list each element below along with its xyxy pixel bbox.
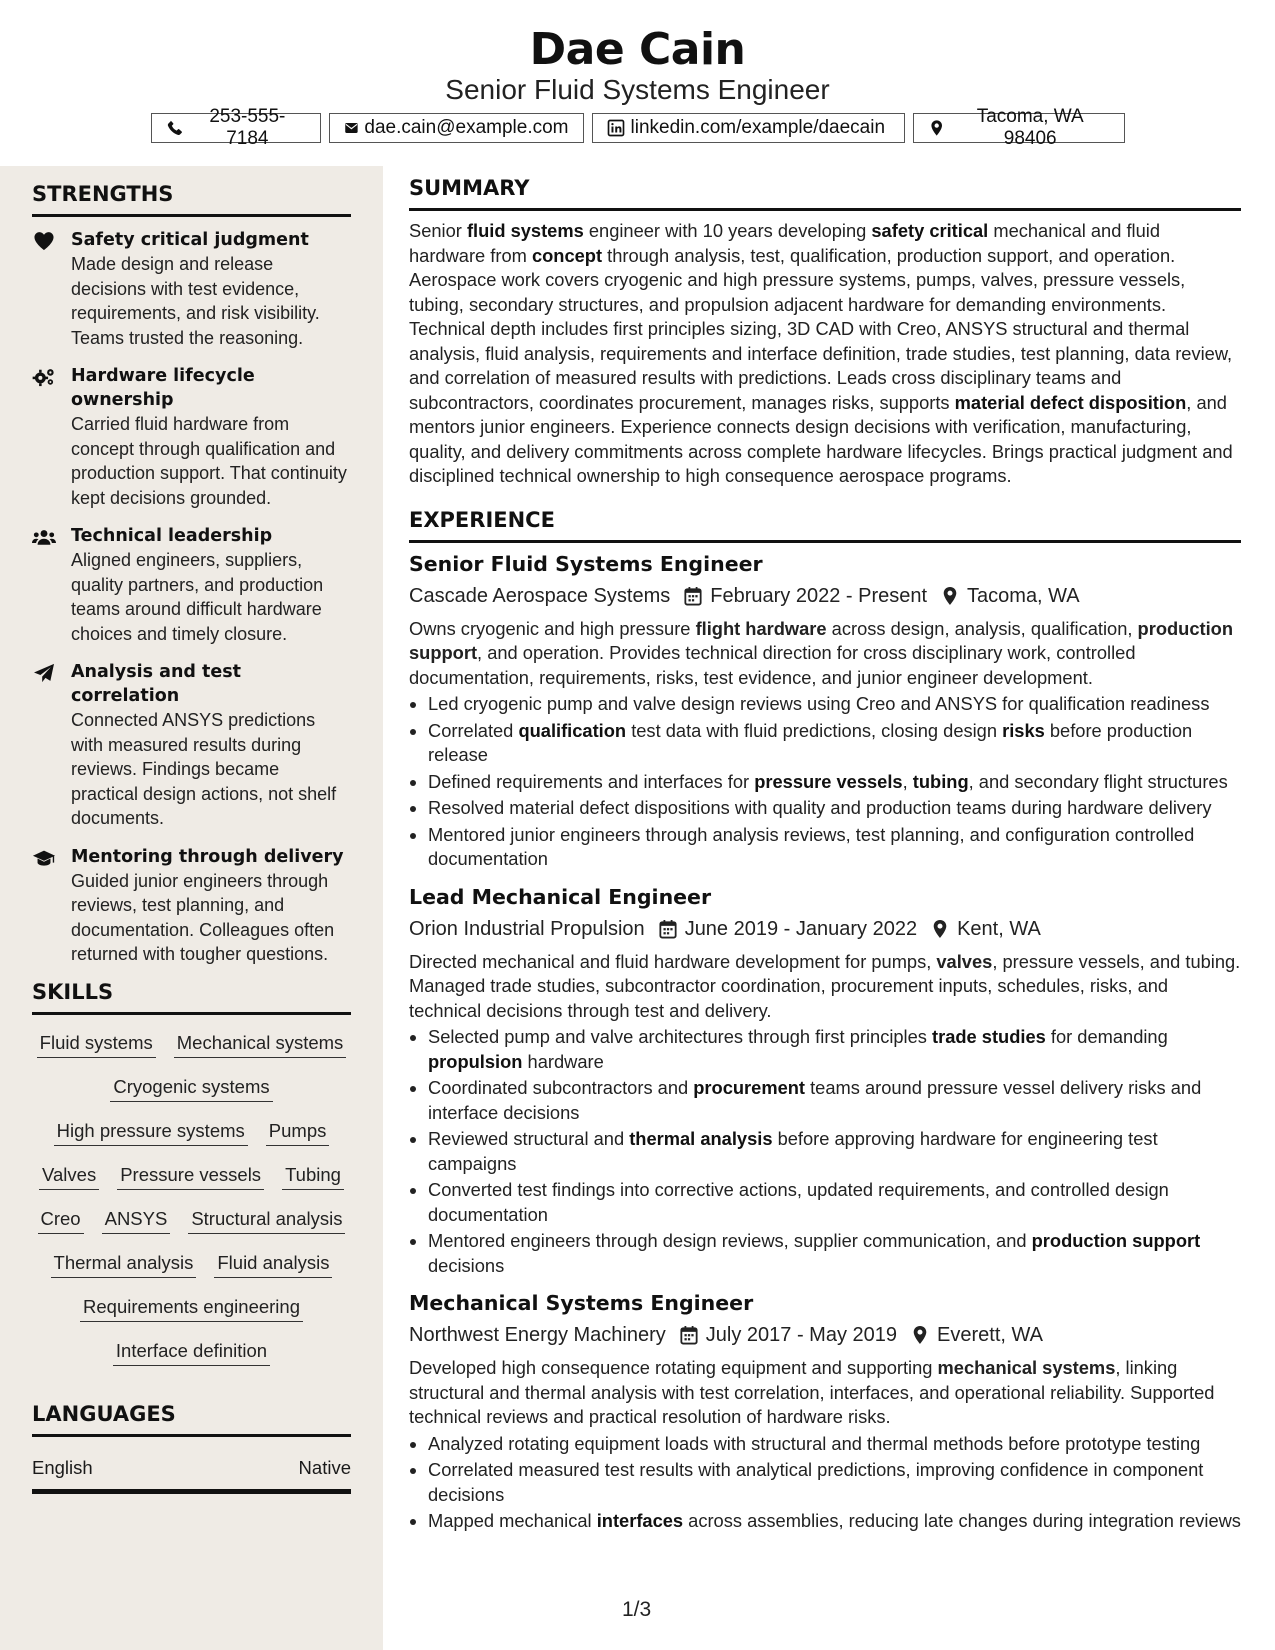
contact-location-text: Tacoma, WA 98406 [976,106,1084,149]
bullet-text: Reviewed structural and [428,1128,630,1149]
desc-segment: across design, analysis, qualification, [826,617,1138,639]
job-location: Kent, WA [957,917,1041,940]
desc-segment: , and operation. Provides technical direction for cross disciplinary work, controlled documentation, requirements, risks, test evidence, and junior engineer development. [409,642,1136,688]
strength-desc: Connected ANSYS predictions with measured results during reviews. Findings became practical design actions, not shelf documents. [71,710,337,828]
desc-segment: , linking structural and thermal analysis with test correlation, interfaces, and operational reliability. Supported technical reviews and practical resolution of hardware risks. [409,1357,1215,1427]
bullet-text: Mapped mechanical [428,1510,597,1531]
job-bullets [409,1432,1241,1534]
envelope-icon [344,119,359,137]
map-pin-icon [928,119,945,137]
bullet-text: decisions [428,1254,505,1276]
bullet-text: Defined requirements and interfaces for [428,770,755,792]
bullet-text: teams around pressure vessel delivery risks and interface decisions [428,1077,1202,1123]
job-entry [409,549,1241,872]
job-dates: February 2022 - Present [710,584,928,607]
bullet-item [428,1178,1241,1227]
bullet-text: for demanding [1045,1026,1168,1047]
map-pin-icon [941,586,959,606]
desc-segment: Developed high consequence rotating equipment and supporting [409,1357,938,1378]
users-icon [32,527,56,547]
bullet-text: before approving hardware for engineering test campaigns [428,1128,1158,1174]
bullet-bold: trade studies [932,1026,1046,1047]
bullet-item [428,823,1241,872]
job-company: Northwest Energy Machinery [409,1324,666,1346]
skill-tag: High pressure systems [54,1119,248,1146]
desc-segment: , pressure vessels, and tubing. Managed trade studies, subcontractor coordination, procurement inputs, schedules, risks, and technical decisions through test and delivery. [409,950,1241,1021]
candidate-name: Dae Cain [529,24,746,75]
bullet-text: test data with fluid predictions, closing design [626,719,1003,741]
bullet-text: Correlated [428,719,519,741]
bullet-item [428,1127,1241,1176]
strength-item [32,228,351,350]
job-bullets [409,692,1241,872]
bullet-item [428,796,1241,821]
bullet-bold: pressure vessels [754,770,903,792]
paper-plane-icon [32,663,56,683]
summary-heading: SUMMARY [409,176,1241,211]
bullet-text: Mentored junior engineers through analysis reviews, test planning, and configuration controlled documentation [428,823,1195,869]
bullet-text: before production release [428,719,1193,765]
graduation-cap-icon [32,848,56,868]
desc-segment: Directed mechanical and fluid hardware development for pumps, [409,950,937,972]
summary-bold: material defect disposition [954,391,1187,413]
strength-title: Analysis and test correlation [71,662,242,706]
skills-section [32,980,351,1366]
bullet-text: Correlated measured test results with analytical predictions, improving confidence in component decisions [428,1459,1204,1505]
skill-tag: Mechanical systems [174,1031,347,1058]
summary-text [409,219,1241,489]
strength-title: Mentoring through delivery [71,846,344,867]
bullet-item [428,1509,1241,1534]
main-content [409,176,1241,1534]
job-description [409,1356,1241,1430]
job-title: Lead Mechanical Engineer [409,884,712,909]
job-entry [409,882,1241,1279]
strengths-heading: STRENGTHS [32,182,351,217]
calendar-icon [680,1325,698,1345]
job-dates: July 2017 - May 2019 [705,1324,898,1346]
bullet-item [428,692,1241,717]
desc-bold: production support [409,617,1233,663]
bullet-item [428,1458,1241,1507]
skill-tag: Creo [38,1207,84,1234]
job-dates: June 2019 - January 2022 [684,917,918,940]
bullet-bold: thermal analysis [629,1128,773,1149]
heart-icon [32,231,56,251]
strength-desc: Made design and release decisions with test evidence, requirements, and risk visibility. Teams trusted the reasoning. [71,254,320,348]
strength-desc: Carried fluid hardware from concept through qualification and production support. That continuity kept decisions grounded. [71,414,347,508]
contact-location [913,106,1125,149]
phone-icon [166,119,184,137]
bullet-item [428,1076,1241,1125]
languages-heading: LANGUAGES [32,1402,351,1437]
bullet-bold: interfaces [596,1510,684,1531]
bullet-bold: qualification [518,719,627,741]
skill-tag: Thermal analysis [51,1251,197,1278]
job-entry [409,1288,1241,1534]
contact-email[interactable] [329,113,584,143]
desc-bold: mechanical systems [937,1357,1116,1378]
summary-bold: safety critical [871,220,989,241]
strength-item [32,364,351,510]
job-meta [409,1319,1241,1351]
bullet-item [428,719,1241,768]
map-pin-icon [931,919,949,939]
skill-tag: Tubing [282,1163,344,1190]
summary-bold: fluid systems [466,220,584,241]
skill-tag: Pressure vessels [117,1163,264,1190]
job-bullets [409,1025,1241,1278]
bullet-text: Resolved material defect dispositions with quality and production teams during hardware delivery [428,797,1212,818]
skill-tag: ANSYS [102,1207,171,1234]
job-location: Tacoma, WA [967,584,1080,607]
contact-linkedin-text: linkedin.com/example/daecain [630,117,886,138]
bullet-item [428,1229,1241,1278]
contact-phone[interactable] [151,106,321,149]
summary-bold: concept [531,244,603,266]
bullet-bold: propulsion [428,1050,523,1072]
contact-phone-text: 253-555-7184 [209,106,286,149]
job-description [409,950,1241,1024]
experience-heading: EXPERIENCE [409,508,1241,543]
candidate-title: Senior Fluid Systems Engineer [445,74,830,105]
job-company: Orion Industrial Propulsion [409,917,645,940]
summary-segment: through analysis, test, qualification, production support, and operation. Aerospace work covers cryogenic and high pressure systems, pumps, valves, pressure vessels, tubing, secondary structures, and propulsion adjacent hardware for demanding environments. Technical depth includes first principles sizing, 3D CAD with Creo, ANSYS structural and thermal analysis, fluid analysis, requirements and interface definition, trade studies, test planning, data review, and correlation of measured results with predictions. Leads cross disciplinary teams and subcontractors, coordinates procurement, manages risks, supports [409,244,1233,413]
bullet-text: Coordinated subcontractors and [428,1077,694,1098]
bullet-text: , and secondary flight structures [968,770,1228,792]
skill-tag: Requirements engineering [80,1295,303,1322]
resume-header [0,0,1275,166]
summary-segment: Senior [409,220,467,241]
skill-tag: Structural analysis [188,1207,345,1234]
strength-item [32,524,351,646]
bullet-bold: risks [1002,719,1045,741]
skill-tag: Fluid systems [37,1031,156,1058]
language-row [32,1457,351,1494]
strength-item [32,660,351,831]
contact-bar [0,106,1275,149]
skill-tag: Valves [39,1163,99,1190]
strength-item [32,845,351,967]
skill-tag: Pumps [266,1119,330,1146]
gears-icon [32,367,56,387]
summary-segment: mechanical and fluid hardware from [409,220,1161,266]
languages-section [32,1402,351,1494]
sidebar [0,166,383,1650]
contact-email-text: dae.cain@example.com [364,117,569,138]
job-company: Cascade Aerospace Systems [409,584,671,607]
bullet-text: across assemblies, reducing late changes during integration reviews [683,1510,1241,1531]
job-meta [409,913,1241,945]
skill-tag: Cryogenic systems [110,1075,272,1102]
summary-segment: engineer with 10 years developing [583,220,872,241]
strength-title: Technical leadership [71,526,273,546]
bullet-text: Led cryogenic pump and valve design reviews using Creo and ANSYS for qualification readiness [428,693,1210,714]
language-level: Native [298,1457,351,1478]
bullet-text: , [902,770,913,792]
bullet-item [428,1025,1241,1074]
bullet-bold: tubing [912,770,969,792]
bullet-item [428,770,1241,795]
skill-tag: Fluid analysis [214,1251,332,1278]
bullet-text: Converted test findings into corrective actions, updated requirements, and controlled design documentation [428,1179,1169,1225]
page-number: 1/3 [622,1598,652,1621]
job-title: Mechanical Systems Engineer [409,1291,754,1315]
bullet-item [428,1432,1241,1457]
strengths-section [32,182,351,967]
linkedin-icon [607,119,625,137]
strength-title: Hardware lifecycle ownership [71,366,255,410]
desc-bold: flight hardware [695,617,827,639]
bullet-text: Selected pump and valve architectures through first principles [428,1026,933,1047]
job-location: Everett, WA [937,1324,1043,1346]
skills-list [32,1031,351,1366]
desc-segment: Owns cryogenic and high pressure [409,617,696,639]
calendar-icon [684,586,702,606]
strength-desc: Guided junior engineers through reviews, test planning, and documentation. Colleagues often returned with tougher questions. [71,870,335,964]
desc-bold: valves [936,950,993,972]
summary-segment: , and mentors junior engineers. Experience connects design decisions with verification, manufacturing, quality, and delivery commitments across complete hardware lifecycles. Brings practical judgment and disciplined technical ownership to high consequence aerospace programs. [409,391,1233,486]
job-meta [409,580,1241,612]
job-title: Senior Fluid Systems Engineer [409,551,763,576]
strength-title: Safety critical judgment [71,230,309,250]
skill-tag: Interface definition [113,1339,270,1366]
strength-desc: Aligned engineers, suppliers, quality partners, and production teams around difficult hardware choices and timely closure. [71,550,324,644]
skills-heading: SKILLS [32,980,351,1015]
calendar-icon [659,919,677,939]
map-pin-icon [911,1325,929,1345]
bullet-bold: production support [1031,1230,1201,1251]
contact-linkedin[interactable] [592,113,905,143]
bullet-text: hardware [522,1050,604,1072]
language-name: English [32,1457,93,1478]
bullet-bold: procurement [693,1077,805,1098]
bullet-text: Analyzed rotating equipment loads with structural and thermal methods before prototype testing [428,1432,1201,1454]
bullet-text: Mentored engineers through design reviews, supplier communication, and [428,1230,1032,1251]
job-description [409,617,1241,691]
